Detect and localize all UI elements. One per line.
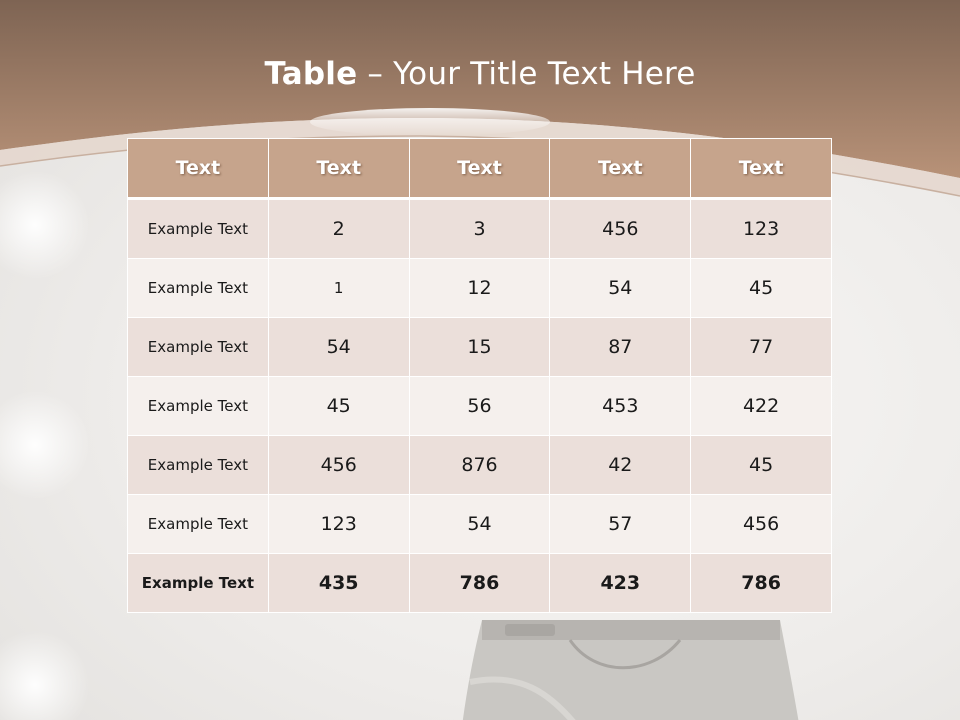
column-header: Text [128,139,269,199]
row-label: Example Text [128,554,269,613]
table-cell: 56 [409,377,550,436]
table-row [128,436,832,495]
table-cell: 12 [409,259,550,318]
table-total-row [128,554,832,613]
table-cell: 77 [691,318,832,377]
row-label: Example Text [128,318,269,377]
row-label: Example Text [128,199,269,259]
table-cell: 435 [268,554,409,613]
table-cell: 422 [691,377,832,436]
row-label: Example Text [128,259,269,318]
table-cell: 456 [550,199,691,259]
table-cell: 876 [409,436,550,495]
row-label: Example Text [128,436,269,495]
table-cell: 45 [691,259,832,318]
table-cell: 45 [268,377,409,436]
row-label: Example Text [128,377,269,436]
table-cell: 54 [550,259,691,318]
table-row [128,495,832,554]
table-cell: 57 [550,495,691,554]
table-row [128,199,832,259]
jeans-photo [430,612,830,720]
table-row [128,259,832,318]
title-rest: – Your Title Text Here [357,56,696,92]
table-header-row [128,139,832,199]
table-cell: 54 [268,318,409,377]
table-cell: 54 [409,495,550,554]
table-cell: 42 [550,436,691,495]
table-cell: 123 [268,495,409,554]
table-row [128,377,832,436]
table-cell: 2 [268,199,409,259]
table-cell: 786 [409,554,550,613]
table-cell: 3 [409,199,550,259]
table-cell: 45 [691,436,832,495]
data-table [127,138,832,613]
table-cell: 87 [550,318,691,377]
table-cell: 456 [691,495,832,554]
column-header: Text [409,139,550,199]
table-cell: 15 [409,318,550,377]
table-cell: 456 [268,436,409,495]
table-cell: 1 [268,259,409,318]
table-cell: 786 [691,554,832,613]
table-cell: 453 [550,377,691,436]
table-cell: 123 [691,199,832,259]
title-bold: Table [264,56,358,92]
column-header: Text [691,139,832,199]
row-label: Example Text [128,495,269,554]
slide-title [0,56,960,92]
table-row [128,318,832,377]
column-header: Text [268,139,409,199]
column-header: Text [550,139,691,199]
table-cell: 423 [550,554,691,613]
